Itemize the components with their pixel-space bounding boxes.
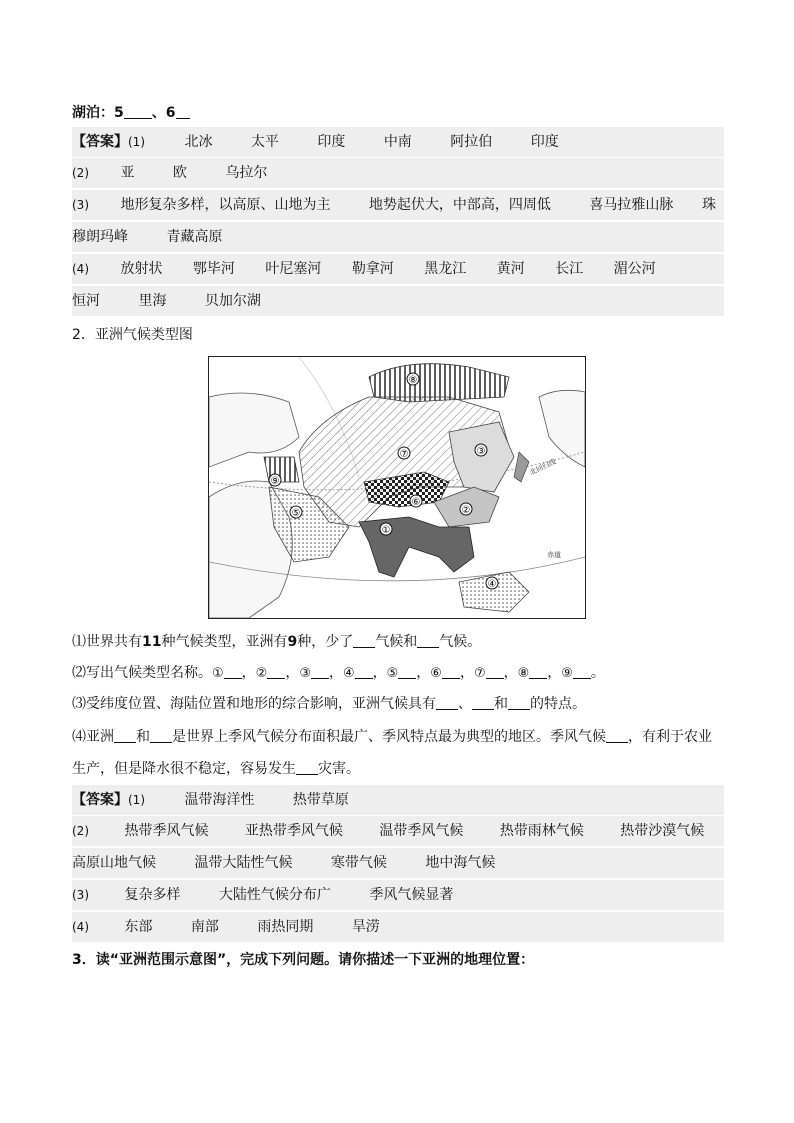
svg-text:⑧: ⑧	[408, 375, 418, 386]
answer1-line1: 【答案】(1) 北冰 太平 印度 中南 阿拉伯 印度	[72, 127, 724, 157]
answer1-line5: (4) 放射状 鄂毕河 叶尼塞河 勒拿河 黑龙江 黄河 长江 湄公河	[72, 254, 724, 284]
answer1-line2: (2) 亚 欧 乌拉尔	[72, 158, 724, 188]
answer2-line5: (4) 东部 南部 雨热同期 旱涝	[72, 912, 724, 942]
svg-text:⑥: ⑥	[411, 497, 421, 508]
marker-7	[398, 447, 410, 460]
q2-sub1: ⑴世界共有11种气候类型，亚洲有9种，少了 气候和 气候。	[72, 634, 482, 650]
equator-label: 赤道	[547, 551, 561, 559]
q2-sub4: ⑷亚洲 和 是世界上季风气候分布面积最广、季风特点最为典型的地区。季风气候 ，有利于农业	[72, 729, 712, 745]
europe-land	[209, 393, 299, 467]
answer2-line4: (3) 复杂多样 大陆性气候分布广 季风气候显著	[72, 880, 724, 910]
svg-text:①: ①	[381, 525, 391, 536]
svg-text:③: ③	[476, 446, 486, 457]
map-svg	[209, 357, 585, 618]
q2-sub2: ⑵写出气候类型名称。① ，② ，③ ，④ ，⑤ ，⑥ ，⑦ ，⑧ ，⑨ 。	[72, 665, 605, 681]
q2-title: 2．亚洲气候类型图	[72, 327, 193, 343]
q2-sub4-cont: 生产，但是降水很不稳定，容易发生 灾害。	[72, 761, 360, 777]
marker-2	[460, 503, 472, 516]
marker-9	[269, 474, 281, 487]
answer1-line6: 恒河 里海 贝加尔湖	[72, 286, 724, 316]
marker-3	[475, 444, 487, 457]
japan-land	[514, 452, 529, 482]
svg-text:⑤: ⑤	[291, 508, 301, 519]
q3-text: 3．读“亚洲范围示意图”，完成下列问题。请你描述一下亚洲的地理位置：	[72, 952, 535, 968]
marker-6	[410, 495, 422, 508]
marker-1	[380, 523, 392, 536]
answer1-line4: 穆朗玛峰 青藏高原	[72, 222, 724, 252]
marker-8	[407, 373, 419, 386]
lakes-line: 湖泊：5 、6	[72, 103, 724, 123]
marker-5	[290, 506, 302, 519]
svg-text:⑦: ⑦	[399, 449, 409, 460]
alaska-land	[539, 390, 585, 467]
answer2-line3: 高原山地气候 温带大陆性气候 寒带气候 地中海气候	[72, 848, 724, 878]
svg-text:②: ②	[461, 505, 471, 516]
svg-text:④: ④	[487, 579, 497, 590]
answer1-line3: (3) 地形复杂多样，以高原、山地为主 地势起伏大，中部高，四周低 喜马拉雅山脉 珠	[72, 190, 724, 220]
svg-text:⑨: ⑨	[270, 476, 280, 487]
answer2-line1: 【答案】(1) 温带海洋性 热带草原	[72, 785, 724, 815]
answer2-line2: (2) 热带季风气候 亚热带季风气候 温带季风气候 热带雨林气候 热带沙漠气候	[72, 816, 724, 846]
north-tropic-label: 北回归线	[528, 457, 558, 477]
tundra-region	[369, 364, 509, 402]
asia-climate-map	[208, 356, 586, 619]
q2-sub3: ⑶受纬度位置、海陆位置和地形的综合影响，亚洲气候具有 、 和 的特点。	[72, 696, 586, 712]
marker-4	[486, 577, 498, 590]
